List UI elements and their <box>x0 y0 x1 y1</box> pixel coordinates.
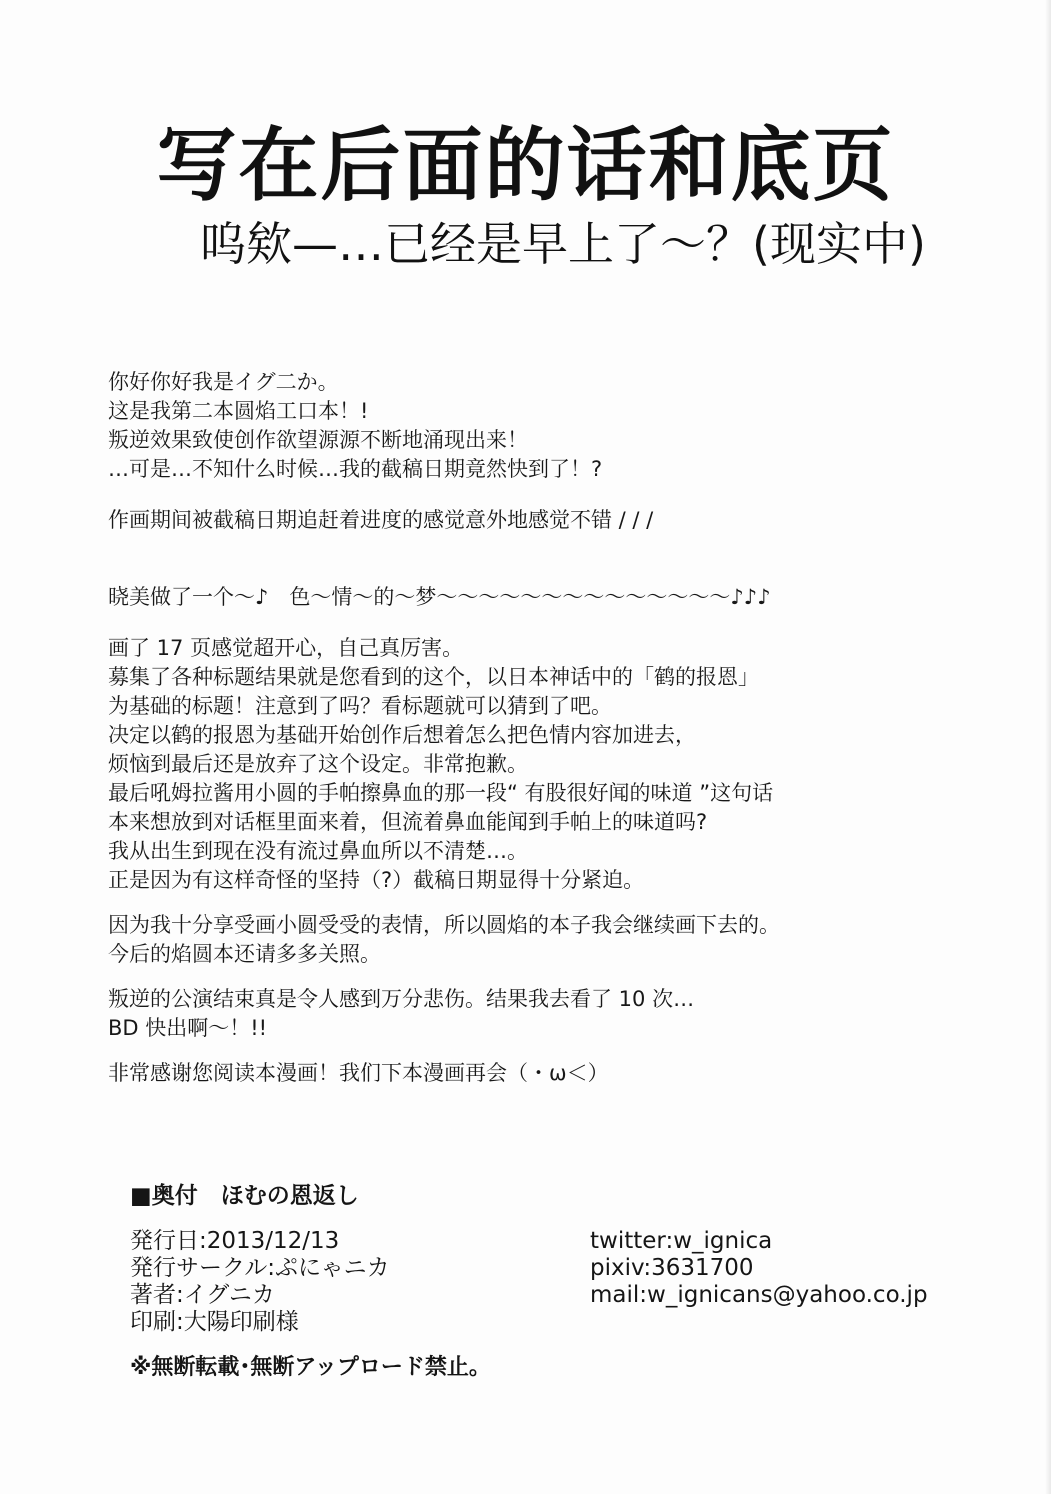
text-line: 决定以鹤的报恩为基础开始创作后想着怎么把色情内容加进去， <box>108 723 696 747</box>
twitter-handle: twitter:w_ignica <box>590 1228 773 1254</box>
text-line: 晓美做了一个～♪ 色～情～的～梦～～～～～～～～～～～～～～♪♪♪ <box>108 585 771 609</box>
paragraph-greeting <box>108 368 928 484</box>
text-line: 非常感谢您阅读本漫画！我们下本漫画再会（・ω＜） <box>108 1061 609 1085</box>
text-line: 你好你好我是イグ二か。 <box>108 370 339 394</box>
author: 著者:イグニカ <box>130 1282 275 1308</box>
page-title: 写在后面的话和底页 <box>156 119 895 212</box>
text-line: …可是…不知什么时候…我的截稿日期竟然快到了！? <box>108 457 603 481</box>
paragraph-deadline <box>108 506 928 535</box>
colophon-publication-info <box>130 1228 390 1336</box>
text-line: 烦恼到最后还是放弃了这个设定。非常抱歉。 <box>108 752 528 776</box>
text-line: 这是我第二本圆焰工口本！! <box>108 399 369 423</box>
text-line: 作画期间被截稿日期追赶着进度的感觉意外地感觉不错 / / / <box>108 508 654 532</box>
text-line: 叛逆效果致使创作欲望源源不断地涌现出来！ <box>108 428 528 452</box>
paragraph-thanks <box>108 1059 928 1088</box>
text-line: 我从出生到现在没有流过鼻血所以不清楚…。 <box>108 839 528 863</box>
paragraph-future <box>108 911 928 969</box>
text-line: 今后的焰圆本还请多多关照。 <box>108 942 381 966</box>
publish-date: 発行日:2013/12/13 <box>130 1228 340 1254</box>
pixiv-id: pixiv:3631700 <box>590 1255 754 1281</box>
paragraph-dream <box>108 583 928 612</box>
text-line: 本来想放到对话框里面来着，但流着鼻血能闻到手帕上的味道吗? <box>108 810 708 834</box>
mail-address: mail:w_ignicans@yahoo.co.jp <box>590 1282 928 1308</box>
colophon-contact-info <box>590 1228 928 1309</box>
text-line: 募集了各种标题结果就是您看到的这个，以日本神话中的「鹤的报恩」 <box>108 665 759 689</box>
page-subtitle: 呜欸—…已经是早上了～？(现实中) <box>200 217 926 271</box>
colophon-heading: ■奥付 ほむの恩返し <box>130 1183 359 1209</box>
text-line: 叛逆的公演结束真是令人感到万分悲伤。结果我去看了 10 次… <box>108 987 695 1011</box>
printer: 印刷:大陽印刷様 <box>130 1309 299 1335</box>
paragraph-making-of <box>108 634 928 895</box>
text-line: 正是因为有这样奇怪的坚持（?）截稿日期显得十分紧迫。 <box>108 868 645 892</box>
paragraph-rebellion <box>108 985 928 1043</box>
text-line: BD 快出啊～！!! <box>108 1016 268 1040</box>
text-line: 因为我十分享受画小圆受受的表情，所以圆焰的本子我会继续画下去的。 <box>108 913 780 937</box>
afterword-body <box>108 368 928 1088</box>
publishing-circle: 発行サークル:ぷにゃニカ <box>130 1255 390 1281</box>
text-line: 为基础的标题！注意到了吗？看标题就可以猜到了吧。 <box>108 694 612 718</box>
text-line: 最后吼姆拉酱用小圆的手帕擦鼻血的那一段“ 有股很好闻的味道 ”这句话 <box>108 781 774 805</box>
copyright-notice: ※無断転載･無断アップロード禁止。 <box>130 1355 491 1380</box>
text-line: 画了 17 页感觉超开心，自己真厉害。 <box>108 636 464 660</box>
